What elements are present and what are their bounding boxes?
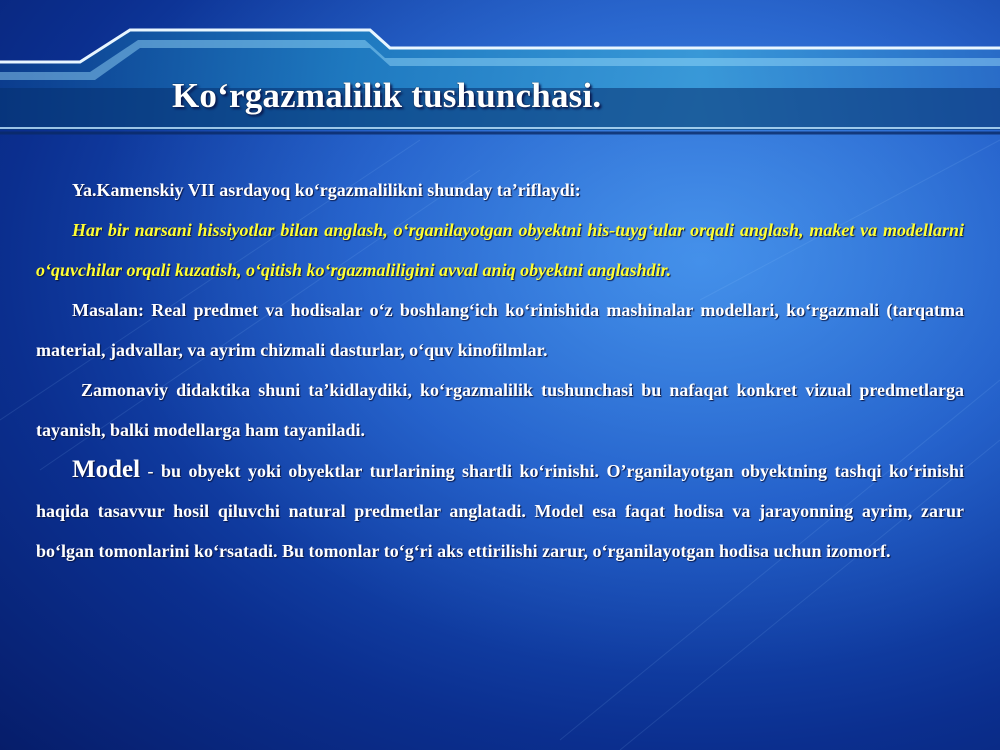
paragraph-didactics: Zamonaviy didaktika shuni ta’kidlaydiki, ko‘rgazmalilik tushunchasi bu nafaqat konkret vizual predmetlarga tayanish, balki modellarga ham tayaniladi.: [36, 380, 964, 440]
paragraph-example: Masalan: Real predmet va hodisalar o‘z boshlang‘ich ko‘rinishida mashinalar modellari, ko‘rgazmali (tarqatma material, jadvallar, va ayrim chizmali dasturlar, o‘quv kinofilmlar.: [36, 300, 964, 360]
paragraph-definition-highlight: Har bir narsani hissiyotlar bilan anglash, o‘rganilayotgan obyektni his-tuyg‘ular orqali anglash, maket va modellarni o‘quvchilar orqali kuzatish, o‘qitish ko‘rgazmaliligini avval aniq obyektni anglashdir.: [36, 220, 964, 280]
slide-title: Ko‘rgazmalilik tushunchasi.: [172, 76, 602, 115]
model-definition: - bu obyekt yoki obyektlar turlarining shartli ko‘rinishi. O’rganilayotgan obyektning tashqi ko‘rinishi haqida tasavvur hosil qiluvchi natural predmetlar anglatadi. Model esa faqat hodisa va jarayonning ayrim, zarur bo‘lgan tomonlarini ko‘rsatadi. Bu tomonlar to‘g‘ri aks ettirilishi zarur, o‘rganilayotgan hodisa uchun izomorf.: [36, 461, 964, 561]
paragraph-model: [36, 450, 964, 571]
model-term: Model: [72, 456, 141, 483]
slide-body: [36, 170, 964, 571]
paragraph-kamenskiy: Ya.Kamenskiy VII asrdayoq ko‘rgazmalilikni shunday ta’riflaydi:: [72, 180, 581, 200]
